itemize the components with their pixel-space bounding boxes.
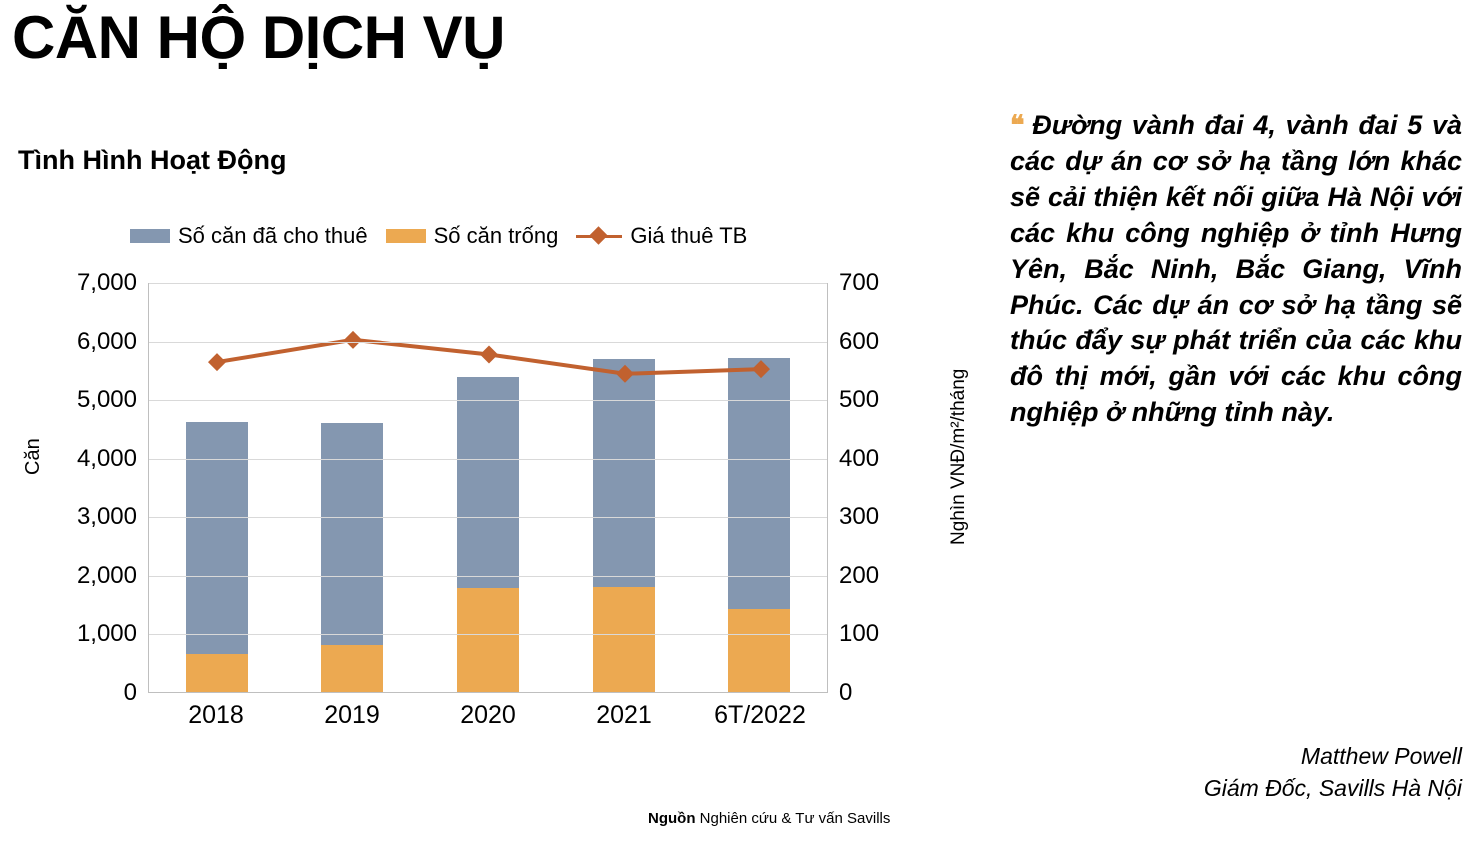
y-tick-right: 300 xyxy=(839,503,880,531)
gridline xyxy=(149,459,827,460)
y-tick-left: 7,000 xyxy=(76,269,137,296)
y-tick-right: 400 xyxy=(839,444,880,472)
y-tick-left: 2,000 xyxy=(76,561,137,589)
legend-item-rent xyxy=(576,223,747,249)
gridline xyxy=(149,634,827,635)
chart-legend xyxy=(130,223,930,249)
y-tick-right: 200 xyxy=(839,561,880,589)
gridline xyxy=(149,576,827,577)
legend-label-rent: Giá thuê TB xyxy=(630,223,748,248)
quote-attribution xyxy=(1010,740,1462,804)
x-tick-label: 2020 xyxy=(460,701,516,729)
source-label: Nguồn xyxy=(648,810,696,827)
legend-item-vacant xyxy=(386,223,559,249)
y-axis-title-right: Nghìn VNĐ/m²/tháng xyxy=(948,368,969,545)
quote-text: Đường vành đai 4, vành đai 5 và các dự án cơ sở hạ tầng lớn khác sẽ cải thiện kết nối giữa Hà Nội với các khu công nghiệp ở tỉnh Hưng Yên, Bắc Ninh, Bắc Giang, Vĩnh Phúc. Các dự án cơ sở hạ tầng sẽ thúc đẩy sự phát triển của các khu đô thị mới, gần với các khu công nghiệp ở những tỉnh này. xyxy=(1010,110,1462,428)
gridline xyxy=(149,342,827,343)
y-tick-right: 600 xyxy=(839,327,880,355)
gridline xyxy=(149,517,827,518)
y-tick-left: 4,000 xyxy=(76,444,137,472)
y-tick-left: 0 xyxy=(123,679,137,706)
y-tick-left: 1,000 xyxy=(76,620,137,648)
legend-label-vacant: Số căn trống xyxy=(433,223,559,248)
legend-swatch-leased-icon xyxy=(130,229,170,243)
quote-author: Matthew Powell xyxy=(1300,743,1462,769)
line-series-rent xyxy=(149,283,829,693)
quote-block xyxy=(1010,108,1462,431)
y-axis-title-left: Căn xyxy=(22,438,44,475)
gridline xyxy=(149,400,827,401)
x-tick-label: 2018 xyxy=(188,701,244,729)
legend-line-rent-icon xyxy=(576,229,622,243)
y-tick-left: 6,000 xyxy=(76,327,137,355)
source-text: Nghiên cứu & Tư vấn Savills xyxy=(695,810,891,827)
page-title: CĂN HỘ DỊCH VỤ xyxy=(12,4,506,71)
legend-item-leased xyxy=(130,223,368,249)
y-tick-right: 500 xyxy=(839,386,880,414)
section-title: Tình Hình Hoạt Động xyxy=(18,145,287,175)
y-tick-right: 700 xyxy=(839,269,880,296)
x-axis-labels xyxy=(148,701,828,730)
x-tick-label: 2021 xyxy=(596,701,652,729)
chart-plot-area xyxy=(76,269,880,706)
legend-swatch-vacant-icon xyxy=(386,229,426,243)
y-tick-right: 100 xyxy=(839,620,880,648)
y-tick-left: 5,000 xyxy=(76,386,137,414)
quote-role: Giám Đốc, Savills Hà Nội xyxy=(1203,775,1462,802)
x-tick-label: 6T/2022 xyxy=(714,701,806,729)
x-tick-label: 2019 xyxy=(324,701,380,729)
y-tick-right: 0 xyxy=(839,679,853,706)
gridline xyxy=(149,283,827,284)
quote-mark-icon: ❝ xyxy=(1010,110,1023,140)
chart-source xyxy=(648,810,890,827)
y-tick-left: 3,000 xyxy=(76,503,137,531)
legend-label-leased: Số căn đã cho thuê xyxy=(178,223,368,248)
performance-chart xyxy=(0,215,975,775)
